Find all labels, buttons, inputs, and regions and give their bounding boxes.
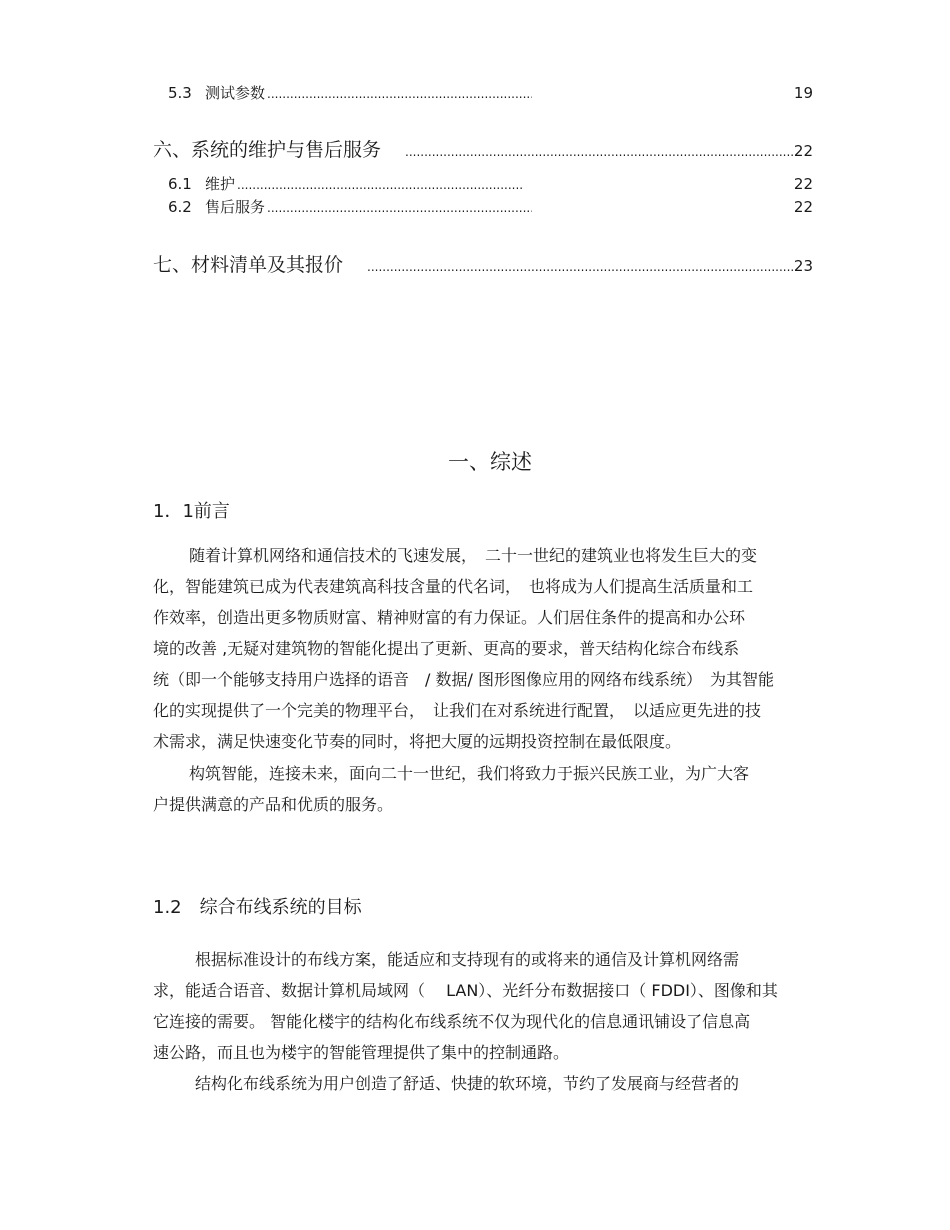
text-line: 根据标准设计的布线方案，能适应和支持现有的或将来的通信及计算机网络需 xyxy=(195,950,740,969)
text-line: 户提供满意的产品和优质的服务。 xyxy=(153,795,394,814)
toc-entry-chapter-7[interactable] xyxy=(153,250,813,277)
toc-leader-dots xyxy=(267,201,532,215)
toc-entry-page: 22 xyxy=(793,198,813,216)
text-line: 随着计算机网络和通信技术的飞速发展， 二十一世纪的建筑业也将发生巨大的变 xyxy=(189,546,758,565)
paragraph-goals-2 xyxy=(153,1068,833,1099)
text-line: 构筑智能，连接未来，面向二十一世纪，我们将致力于振兴民族工业，为广大客 xyxy=(189,764,750,783)
paragraph-preface-1 xyxy=(153,540,833,757)
toc-entry-title: 维护 xyxy=(205,175,236,193)
text-line: 境的改善 ,无疑对建筑物的智能化提出了更新、更高的要求，普天结构化综合布线系 xyxy=(153,639,740,658)
toc-entry-5-3[interactable] xyxy=(168,82,813,103)
text-line: 结构化布线系统为用户创造了舒适、快捷的软环境，节约了发展商与经营者的 xyxy=(195,1074,740,1093)
paragraph-preface-2 xyxy=(153,758,833,820)
toc-entry-6-2[interactable] xyxy=(168,196,813,217)
toc-entry-title: 测试参数 xyxy=(205,84,266,102)
toc-leader-dots xyxy=(267,87,532,101)
toc-entry-number: 6.1 xyxy=(168,175,192,193)
toc-entry-page: 19 xyxy=(793,84,813,102)
toc-leader-dots xyxy=(237,178,522,192)
toc-entry-6-1[interactable] xyxy=(168,173,813,194)
text-line: 作效率，创造出更多物质财富、精神财富的有力保证。人们居住条件的提高和办公环 xyxy=(153,608,746,627)
text-line: 求，能适合语音、数据计算机局域网（ LAN）、光纤分布数据接口（ FDDI）、图像和其 xyxy=(153,981,778,1000)
toc-leader-dots xyxy=(405,145,794,159)
text-line: 化的实现提供了一个完美的物理平台， 让我们在对系统进行配置， 以适应更先进的技 xyxy=(153,701,762,720)
subsection-title-goals: 1.2 综合布线系统的目标 xyxy=(153,897,362,918)
paragraph-goals-1 xyxy=(153,944,833,1068)
subsection-title-preface: 1．1前言 xyxy=(153,501,230,522)
toc-entry-chapter-6[interactable] xyxy=(153,135,813,162)
toc-entry-page: 22 xyxy=(793,175,813,193)
toc-entry-page: 23 xyxy=(793,257,813,275)
toc-leader-dots xyxy=(367,260,794,274)
text-line: 速公路，而且也为楼宇的智能管理提供了集中的控制通路。 xyxy=(153,1043,570,1062)
text-line: 化，智能建筑已成为代表建筑高科技含量的代名词， 也将成为人们提高生活质量和工 xyxy=(153,577,754,596)
section-title: 一、综述 xyxy=(448,450,532,474)
text-line: 它连接的需要。 智能化楼宇的结构化布线系统不仅为现代化的信息通讯铺设了信息高 xyxy=(153,1012,751,1031)
toc-entry-page: 22 xyxy=(793,142,813,160)
toc-entry-title: 售后服务 xyxy=(205,198,266,216)
text-line: 术需求，满足快速变化节奏的同时，将把大厦的远期投资控制在最低限度。 xyxy=(153,732,682,751)
text-line: 统（即一个能够支持用户选择的语音 / 数据/ 图形图像应用的网络布线系统） 为其智能 xyxy=(153,670,774,689)
toc-entry-number: 6.2 xyxy=(168,198,192,216)
toc-entry-title: 七、材料清单及其报价 xyxy=(153,254,344,276)
toc-entry-title: 六、系统的维护与售后服务 xyxy=(153,139,382,161)
toc-entry-number: 5.3 xyxy=(168,84,192,102)
